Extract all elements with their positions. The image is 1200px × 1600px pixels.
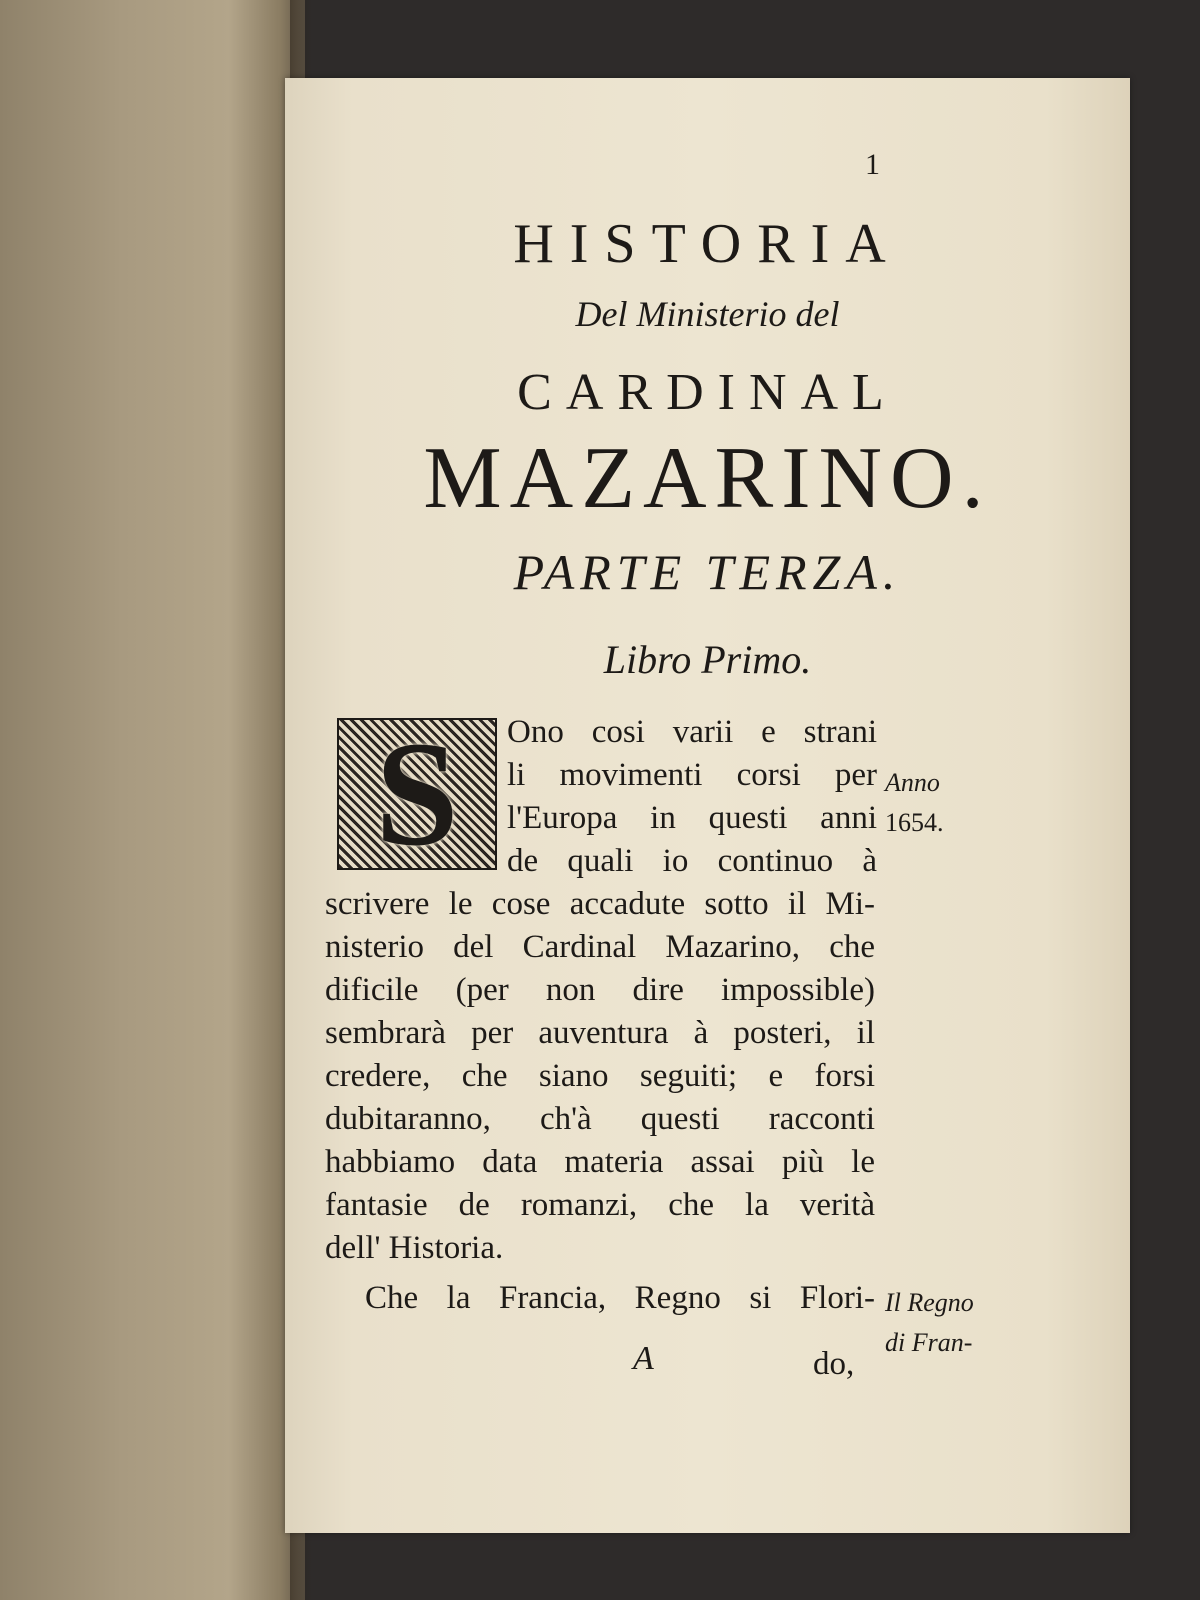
signature-mark: A: [633, 1340, 654, 1377]
page-number: 1: [865, 148, 880, 181]
catchword: do,: [813, 1346, 855, 1382]
body-line: habbiamo data materia assai più le: [325, 1144, 875, 1180]
decorated-initial: [337, 711, 497, 877]
body-line: scrivere le cose accadute sotto il Mi-: [325, 886, 875, 922]
facing-page: [0, 0, 305, 1600]
body-line: dubitaranno, ch'à questi racconti: [325, 1101, 875, 1137]
body-line: dell' Historia.: [325, 1230, 504, 1266]
margin-note-anno: Anno: [885, 768, 940, 797]
part-heading: PARTE TERZA.: [513, 544, 902, 600]
body-line: fantasie de romanzi, che la verità: [325, 1187, 875, 1223]
title-historia: HISTORIA: [513, 213, 902, 275]
margin-note-di-fran: di Fran-: [885, 1328, 973, 1357]
body-line: Che la Francia, Regno si Flori-: [365, 1280, 875, 1316]
title-cardinal: CARDINAL: [517, 364, 898, 421]
book-page: [285, 78, 1130, 1533]
margin-note-regno: Il Regno: [885, 1288, 974, 1317]
body-line: Ono cosi varii e strani: [507, 714, 877, 750]
body-line: nisterio del Cardinal Mazarino, che: [325, 929, 875, 965]
body-line: dificile (per non dire impossible): [325, 972, 875, 1008]
body-line: credere, che siano seguiti; e forsi: [325, 1058, 875, 1094]
body-line: de quali io continuo à: [507, 843, 877, 879]
title-mazarino: MAZARINO.: [423, 430, 992, 527]
margin-note-year: 1654.: [885, 808, 944, 837]
title-del-ministerio: Del Ministerio del: [575, 294, 840, 334]
body-line: sembrarà per auventura à posteri, il: [325, 1015, 875, 1051]
initial-letter: S: [375, 711, 459, 877]
body-line: li movimenti corsi per: [507, 757, 877, 793]
body-line: l'Europa in questi anni: [507, 800, 877, 836]
book-heading: Libro Primo.: [603, 637, 812, 682]
